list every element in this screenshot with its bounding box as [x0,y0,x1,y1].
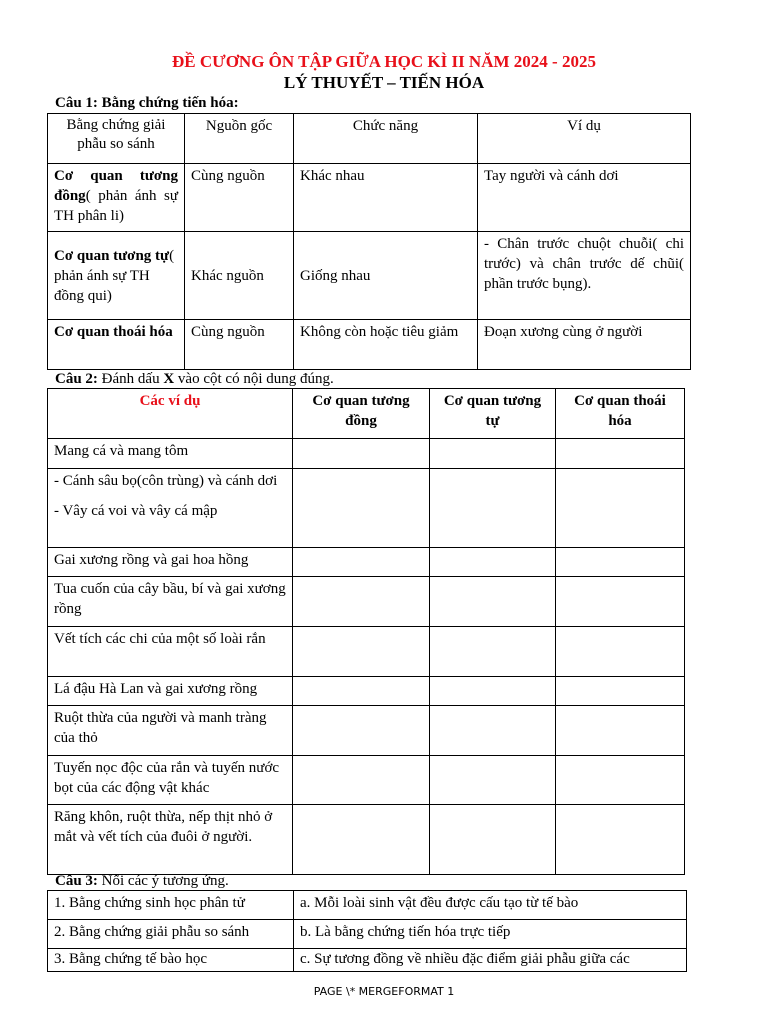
mark-cell-vestigial[interactable] [556,805,685,875]
example-cell: Tuyến nọc độc của rắn và tuyến nước bọt của các động vật khác [48,756,293,805]
q1-function-cell: Khác nhau [294,164,478,232]
mark-cell-analogous[interactable] [430,677,556,706]
organ-name: Cơ quan thoái hóa [54,324,173,340]
match-right-cell: a. Mỗi loài sinh vật đều được cấu tạo từ tế bào [294,891,687,920]
q2-header-cell: Cơ quan tương đồng [293,389,430,439]
q1-origin-cell: Khác nguồn [185,232,294,320]
mark-cell-analogous[interactable] [430,439,556,469]
q2-table [47,388,685,875]
mark-cell-vestigial[interactable] [556,627,685,677]
mark-cell-vestigial[interactable] [556,548,685,577]
organ-note: ( phản ánh sự TH phân li) [54,188,178,224]
mark-cell-homologous[interactable] [293,439,430,469]
q1-function-cell: Giống nhau [294,232,478,320]
mark-cell-vestigial[interactable] [556,439,685,469]
organ-note: ( phản ánh sự TH đồng qui) [54,247,175,304]
example-cell: Lá đậu Hà Lan và gai xương rồng [48,677,293,706]
mark-cell-vestigial[interactable] [556,706,685,756]
match-right-cell: b. Là bằng chứng tiến hóa trực tiếp [294,920,687,949]
example-cell: Vết tích các chi của một số loài rắn [48,627,293,677]
q1-organ-cell [48,164,185,232]
example-cell: Gai xương rồng và gai hoa hồng [48,548,293,577]
q2-header-cell: Cơ quan thoái hóa [556,389,685,439]
mark-cell-homologous[interactable] [293,677,430,706]
mark-cell-analogous[interactable] [430,577,556,627]
mark-cell-homologous[interactable] [293,805,430,875]
q1-header-cell: Ví dụ [478,114,691,164]
q1-origin-cell: Cùng nguồn [185,320,294,370]
instruction-text: Nối các ý tương ứng. [97,873,229,889]
page-subtitle: LÝ THUYẾT – TIẾN HÓA [283,73,485,92]
table-row [48,577,685,627]
q1-table [47,113,691,370]
example-cell: Ruột thừa của người và manh tràng của thỏ [48,706,293,756]
table-row [48,891,687,920]
q1-header-cell: Nguồn gốc [185,114,294,164]
page-footer: PAGE \* MERGEFORMAT 1 [313,985,455,998]
organ-name: Cơ quan tương tự [54,247,170,264]
mark-cell-homologous[interactable] [293,706,430,756]
mark-cell-vestigial[interactable] [556,756,685,805]
match-left-cell: 1. Bằng chứng sinh học phân tử [48,891,294,920]
q1-organ-cell [48,232,185,320]
mark-cell-homologous[interactable] [293,577,430,627]
question-2-label: Câu 2: [55,371,98,387]
mark-cell-vestigial[interactable] [556,577,685,627]
page-title: ĐỀ CƯƠNG ÔN TẬP GIỮA HỌC KÌ II NĂM 2024 - 2025 [172,52,596,71]
table-row [48,439,685,469]
q1-example-cell: - Chân trước chuột chuỗi( chi trước) và chân trước dế chũi( phần trước bụng). [478,232,691,320]
table-row [48,548,685,577]
table-row [48,164,691,232]
example-cell: Răng khôn, ruột thừa, nếp thịt nhỏ ở mắt và vết tích của đuôi ở người. [48,805,293,875]
table-row [48,320,691,370]
instruction-text: vào cột có nội dung đúng. [174,371,334,387]
example-line: - Cánh sâu bọ(côn trùng) và cánh dơi [54,473,278,489]
mark-cell-vestigial[interactable] [556,677,685,706]
example-line: - Vây cá voi và vây cá mập [54,503,218,519]
mark-cell-vestigial[interactable] [556,469,685,548]
mark-cell-analogous[interactable] [430,469,556,548]
table-row [48,706,685,756]
mark-cell-analogous[interactable] [430,805,556,875]
question-3-instruction [55,873,229,890]
table-row [48,232,691,320]
mark-cell-homologous[interactable] [293,627,430,677]
match-right-cell: c. Sự tương đồng về nhiều đặc điểm giải phẫu giữa các [294,949,687,972]
q1-function-cell: Không còn hoặc tiêu giảm [294,320,478,370]
table-row [48,627,685,677]
q3-table [47,890,687,972]
question-3-label: Câu 3: [55,873,98,889]
q1-header-cell: Bằng chứng giải phẫu so sánh [48,114,185,164]
table-row [48,805,685,875]
mark-cell-analogous[interactable] [430,627,556,677]
q1-header-row [48,114,691,164]
q1-organ-cell [48,320,185,370]
match-left-cell: 2. Bằng chứng giải phẫu so sánh [48,920,294,949]
q1-origin-cell: Cùng nguồn [185,164,294,232]
mark-cell-homologous[interactable] [293,548,430,577]
example-cell [48,469,293,548]
table-row [48,677,685,706]
table-row [48,756,685,805]
example-cell: Mang cá và mang tôm [48,439,293,469]
instruction-text: Đánh dấu [97,371,164,387]
table-row [48,920,687,949]
q2-header-row [48,389,685,439]
table-row [48,469,685,548]
q2-header-cell: Cơ quan tương tự [430,389,556,439]
q1-example-cell: Đoạn xương cùng ở người [478,320,691,370]
mark-cell-analogous[interactable] [430,548,556,577]
mark-cell-analogous[interactable] [430,706,556,756]
question-1-label: Câu 1: Bằng chứng tiến hóa: [55,95,239,111]
match-left-cell: 3. Bằng chứng tế bào học [48,949,294,972]
organ-name: Cơ quan tương đồng [54,168,178,204]
mark-cell-analogous[interactable] [430,756,556,805]
table-row [48,949,687,972]
q1-example-cell: Tay người và cánh dơi [478,164,691,232]
mark-cell-homologous[interactable] [293,756,430,805]
question-2-instruction [55,371,334,388]
mark-symbol: X [163,371,175,387]
example-cell: Tua cuốn của cây bầu, bí và gai xương rồng [48,577,293,627]
q1-header-cell: Chức năng [294,114,478,164]
q2-header-cell: Các ví dụ [48,389,293,439]
mark-cell-homologous[interactable] [293,469,430,548]
